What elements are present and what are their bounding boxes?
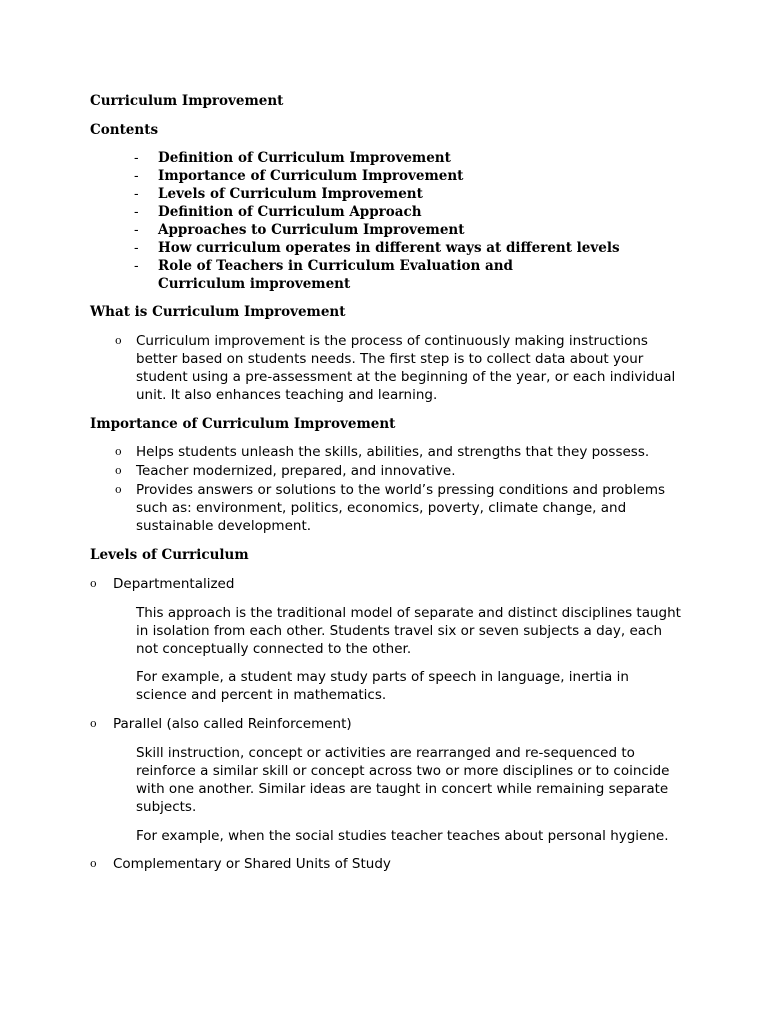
contents-item-text: Importance of Curriculum Improvement [158,168,464,184]
level-name: Parallel (also called Reinforcement) [113,716,352,732]
circle-marker: o [115,464,122,477]
dash-marker: - [134,222,139,238]
bullet-text: Curriculum improvement is the process of continuously making instructions better based on students needs. The first step is to collect data about your student using a pre-assessment at the beginning of the year, or each individual unit. It also enhances teaching and learning. [136,333,676,403]
circle-marker: o [90,577,97,590]
contents-item-text: Definition of Curriculum Approach [158,204,422,220]
level-paragraph: For example, when the social studies teacher teaches about personal hygiene. [136,828,669,844]
circle-marker: o [90,857,97,870]
section-heading: Levels of Curriculum [90,547,249,563]
dash-marker: - [134,204,139,220]
document-title: Curriculum Improvement [90,93,284,109]
circle-marker: o [90,717,97,730]
dash-marker: - [134,186,139,202]
contents-item-text: How curriculum operates in different ways at different levels [158,240,620,256]
level-paragraph: This approach is the traditional model of separate and distinct disciplines taught in isolation from each other. Students travel six or seven subjects a day, each not conceptually connected to the other. [136,605,681,657]
contents-item-text: Role of Teachers in Curriculum Evaluation and Curriculum improvement [158,258,514,292]
contents-item-text: Levels of Curriculum Improvement [158,186,423,202]
level-name: Departmentalized [113,576,235,592]
bullet-text: Provides answers or solutions to the world’s pressing conditions and problems such as: environment, politics, economics, poverty, climate change, and sustainable development. [136,482,666,534]
dash-marker: - [134,258,139,274]
contents-heading: Contents [90,122,159,138]
section-heading: What is Curriculum Improvement [90,304,346,320]
contents-item-text: Definition of Curriculum Improvement [158,150,451,166]
level-name: Complementary or Shared Units of Study [113,856,391,872]
level-paragraph: Skill instruction, concept or activities are rearranged and re-sequenced to reinforce a similar skill or concept across two or more disciplines or to coincide with one another. Similar ideas are taught in concert while remaining separate subjects. [136,745,670,815]
contents-item-text: Approaches to Curriculum Improvement [158,222,465,238]
dash-marker: - [134,168,139,184]
dash-marker: - [134,240,139,256]
bullet-text: Helps students unleash the skills, abilities, and strengths that they possess. [136,444,650,460]
dash-marker: - [134,150,139,166]
section-heading: Importance of Curriculum Improvement [90,416,396,432]
circle-marker: o [115,445,122,458]
circle-marker: o [115,483,122,496]
bullet-text: Teacher modernized, prepared, and innovative. [136,463,456,479]
circle-marker: o [115,334,122,347]
level-paragraph: For example, a student may study parts of speech in language, inertia in science and percent in mathematics. [136,669,629,703]
